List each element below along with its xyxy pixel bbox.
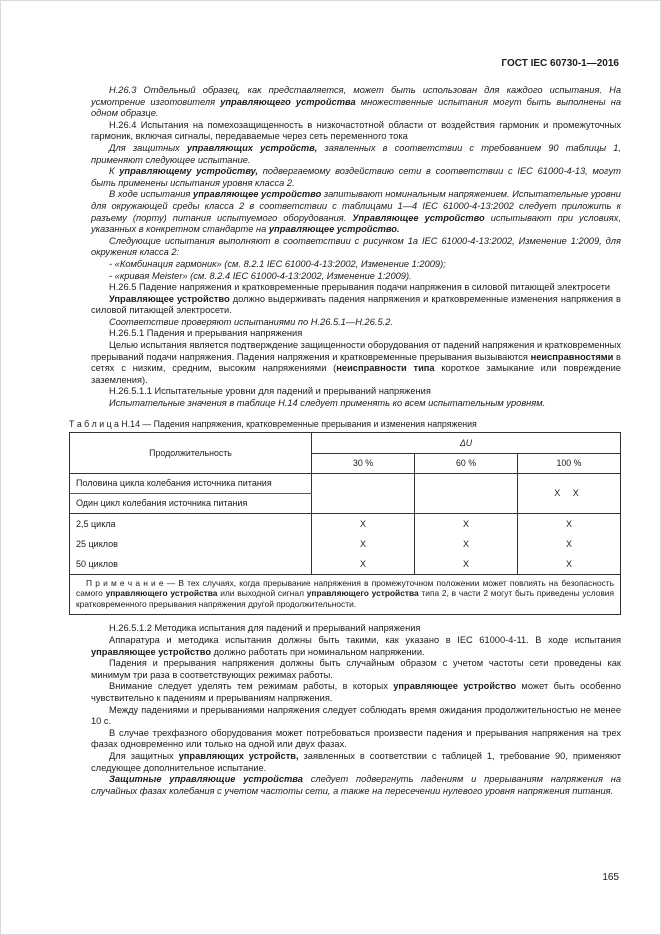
para-test-purpose: Целью испытания является подтверждение защищенности оборудования от падений напряжения и кратковременных прерываний подачи напряжения. Падения напряжения и кратковременные прерывания вызываются неисправностями в сетях с низким, средним, высоким напряжениями (неисправности типа короткое замыкание или повреждение заземления). bbox=[91, 340, 621, 385]
cell-100: Х bbox=[518, 513, 621, 534]
para-random-dips: Падения и прерывания напряжения должны быть случайным образом с учетом частоты сети проведены как минимум три раза в соответствующих режимах работы. bbox=[91, 658, 621, 680]
cell-duration: 25 циклов bbox=[70, 534, 312, 554]
cell-duration: 50 циклов bbox=[70, 554, 312, 575]
heading-h26-5-1: Н.26.5.1 Падения и прерывания напряжения bbox=[109, 328, 303, 339]
cell-30: Х bbox=[312, 554, 415, 575]
table-note-row bbox=[70, 574, 621, 615]
para-three-phase: В случае трехфазного оборудования может потребоваться произвести падения и прерывания напряжения на трех фазах одновременно или только на одной или двух фазах. bbox=[91, 727, 621, 750]
cell-60: Х bbox=[415, 534, 518, 554]
cell-30: Х bbox=[312, 513, 415, 534]
cell-60-merged bbox=[415, 473, 518, 513]
heading-h26-5-1-2: Н.26.5.1.2 Методика испытания для падений и прерываний напряжения bbox=[109, 623, 421, 634]
cell-duration-one-cycle: Один цикл колебания источника питания bbox=[70, 493, 312, 513]
para-tests-per-figure-1a: Следующие испытания выполняют в соответствии с рисунком 1а IEC 61000-4-13:2002, Изменение 1:2009, для окружения класса 2: bbox=[91, 235, 621, 258]
table-row-2-5-cycles bbox=[70, 513, 621, 534]
para-protective-controls-random-phases: Защитные управляющие устройства следует подвергнуть падениям и прерываниям напряжения на случайных фазах колебания с учетом частоты сети, а также на пересечении нулевого уровня напряжения питания. bbox=[91, 774, 622, 796]
table-note: П р и м е ч а н и е — В тех случаях, когда прерывание напряжения в промежуточном положении может повлиять на безопасность самого управляющего устройства или выходной сигнал управляющего устройства типа 2, в части 2 могут быть приведены условия кратковременного прерывания напряжения другой продолжительности. bbox=[70, 574, 621, 615]
heading-h26-4: Н.26.4 Испытания на помехозащищенность в низкочастотной области от воздействия гармоник и промежуточных гармоник, включая сигналы, передаваемые через сеть переменного тока bbox=[91, 119, 621, 142]
col-header-100: 100 % bbox=[518, 453, 621, 473]
cell-30: Х bbox=[312, 534, 415, 554]
table-caption: Т а б л и ц а Н.14 — Падения напряжения, кратковременные прерывания и изменения напряжения bbox=[69, 418, 477, 429]
table-row-25-cycles bbox=[70, 534, 621, 554]
cell-100-merged: Х Х bbox=[518, 473, 621, 513]
cell-100: Х bbox=[518, 534, 621, 554]
para-waiting-time: Между падениями и прерываниями напряжения следует соблюдать время ожидания продолжительностью не менее 10 с. bbox=[91, 704, 621, 727]
cell-60: Х bbox=[415, 513, 518, 534]
cell-duration-half-cycle: Половина цикла колебания источника питания bbox=[70, 473, 312, 493]
cell-duration: 2,5 цикла bbox=[70, 513, 312, 534]
col-header-60: 60 % bbox=[415, 453, 518, 473]
list-item-meister-curve: - «кривая Meister» (см. 8.2.4 IEC 61000-4-13:2002, Изменение 1:2009). bbox=[109, 270, 412, 281]
table-h14 bbox=[69, 432, 621, 616]
cell-30-merged bbox=[312, 473, 415, 513]
table-header-row bbox=[70, 432, 621, 453]
table-row-50-cycles bbox=[70, 554, 621, 575]
para-protective-controls-req90: Для защитных управляющих устройств, заявленных в соответствии с требованием 90 таблицы 1, применяют следующее испытание. bbox=[91, 142, 621, 165]
col-header-duration: Продолжительность bbox=[70, 432, 312, 473]
page-number: 165 bbox=[602, 872, 619, 883]
col-group-header-delta-u: ΔU bbox=[312, 432, 621, 453]
heading-h26-5: Н.26.5 Падение напряжения и кратковременные прерывания подачи напряжения в силовой питающей электросети bbox=[109, 282, 611, 293]
para-apparatus-method: Аппаратура и методика испытания должны быть такими, как указано в IEC 61000-4-11. В ходе испытания управляющее устройство должно работать при номинальном напряжении. bbox=[91, 635, 621, 657]
heading-h26-5-1-1: Н.26.5.1.1 Испытательные уровни для падений и прерываний напряжения bbox=[109, 386, 431, 397]
col-header-30: 30 % bbox=[312, 453, 415, 473]
para-test-levels-class2: В ходе испытания управляющее устройство запитывают номинальным напряжением. Испытательные уровни для окружающей среды класса 2 в соответствии с таблицами 1—4 IEC 61000-4-13:2002 следует приложить к разъему (порту) питания испытуемого оборудования. Управляющее устройство испытывают при условиях, указанных в конкретном стандарте на управляющее устройство. bbox=[91, 189, 621, 235]
document-body bbox=[69, 85, 622, 797]
para-table-h14-applies: Испытательные значения в таблице Н.14 следует применять ко всем испытательным уровням. bbox=[109, 398, 546, 409]
doc-header-reference: ГОСТ IEC 60730-1—2016 bbox=[501, 58, 619, 69]
cell-100: Х bbox=[518, 554, 621, 575]
para-iec-61000-4-13: К управляющему устройству, подвергаемому воздействию сети в соответствии с IEC 61000-4-13, могут быть применены испытания уровня класса 2. bbox=[91, 166, 622, 188]
para-attention-modes: Внимание следует уделять тем режимам работы, в которых управляющее устройство может быть особенно чувствительно к падениям и прерываниям напряжения. bbox=[91, 681, 622, 703]
para-protective-controls-table1: Для защитных управляющих устройств, заявленных в соответствии с таблицей 1, требование 90, применяют следующее дополнительное испытание. bbox=[91, 750, 621, 773]
para-control-shall-withstand: Управляющее устройство должно выдерживать падения напряжения и кратковременные изменения напряжения в силовой питающей электросети. bbox=[91, 293, 621, 316]
para-h26-3: Н.26.3 Отдельный образец, как представляется, может быть использован для каждого испытания. На усмотрение изготовителя управляющего устройства множественные испытания могут быть выполнены на одном образце. bbox=[91, 85, 621, 119]
table-row-half-cycle bbox=[70, 473, 621, 493]
para-compliance-check: Соответствие проверяют испытаниями по Н.26.5.1—Н.26.5.2. bbox=[109, 316, 393, 327]
cell-60: Х bbox=[415, 554, 518, 575]
list-item-harmonic-combination: - «Комбинация гармоник» (см. 8.2.1 IEC 61000-4-13:2002, Изменение 1:2009); bbox=[109, 258, 446, 269]
